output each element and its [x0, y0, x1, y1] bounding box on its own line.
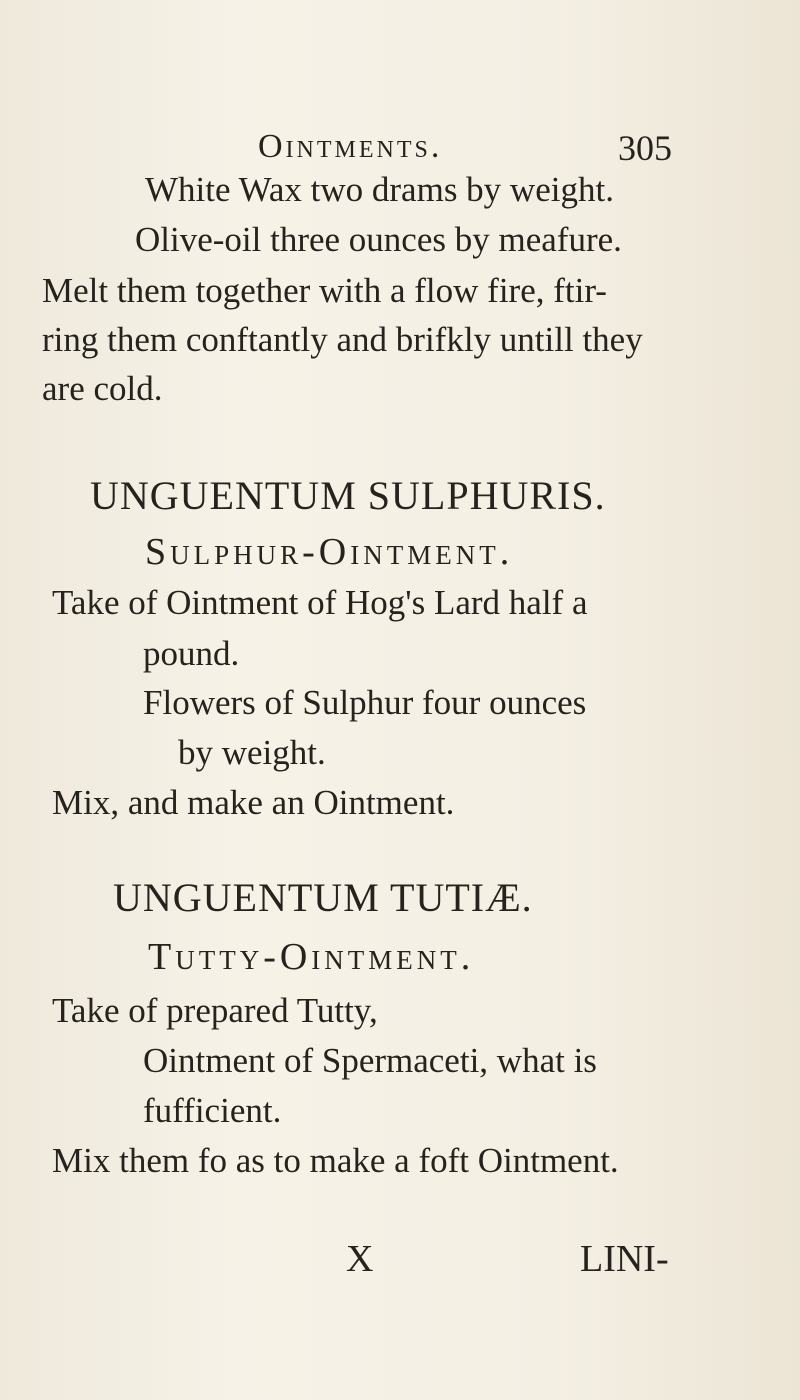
- text-line: pound.: [143, 634, 240, 673]
- text-line: are cold.: [42, 369, 163, 408]
- text-line: Mix them fo as to make a foft Ointment.: [52, 1141, 619, 1180]
- text-line: Ointment of Spermaceti, what is: [143, 1041, 597, 1080]
- section-subtitle: Tutty-Ointment.: [148, 936, 475, 978]
- text-line: Take of prepared Tutty,: [52, 991, 378, 1030]
- catchword: LINI-: [580, 1238, 669, 1280]
- text-line: Flowers of Sulphur four ounces: [143, 683, 587, 722]
- text-line: Melt them together with a flow fire, ftir-: [42, 271, 607, 310]
- signature-mark: X: [346, 1238, 374, 1280]
- text-line: ring them conftantly and brifkly untill they: [42, 320, 643, 359]
- text-line: Olive-oil three ounces by meafure.: [135, 220, 622, 259]
- text-line: Mix, and make an Ointment.: [52, 783, 455, 822]
- running-title: Ointments.: [258, 128, 443, 165]
- text-line: Take of Ointment of Hog's Lard half a: [52, 583, 588, 622]
- text-line: by weight.: [178, 733, 326, 772]
- text-line: fufficient.: [143, 1091, 282, 1130]
- text-line: White Wax two drams by weight.: [145, 170, 614, 209]
- section-title: UNGUENTUM TUTIÆ.: [113, 875, 533, 920]
- section-subtitle: Sulphur-Ointment.: [145, 531, 514, 573]
- page-number: 305: [618, 128, 672, 168]
- section-title: UNGUENTUM SULPHURIS.: [90, 473, 606, 518]
